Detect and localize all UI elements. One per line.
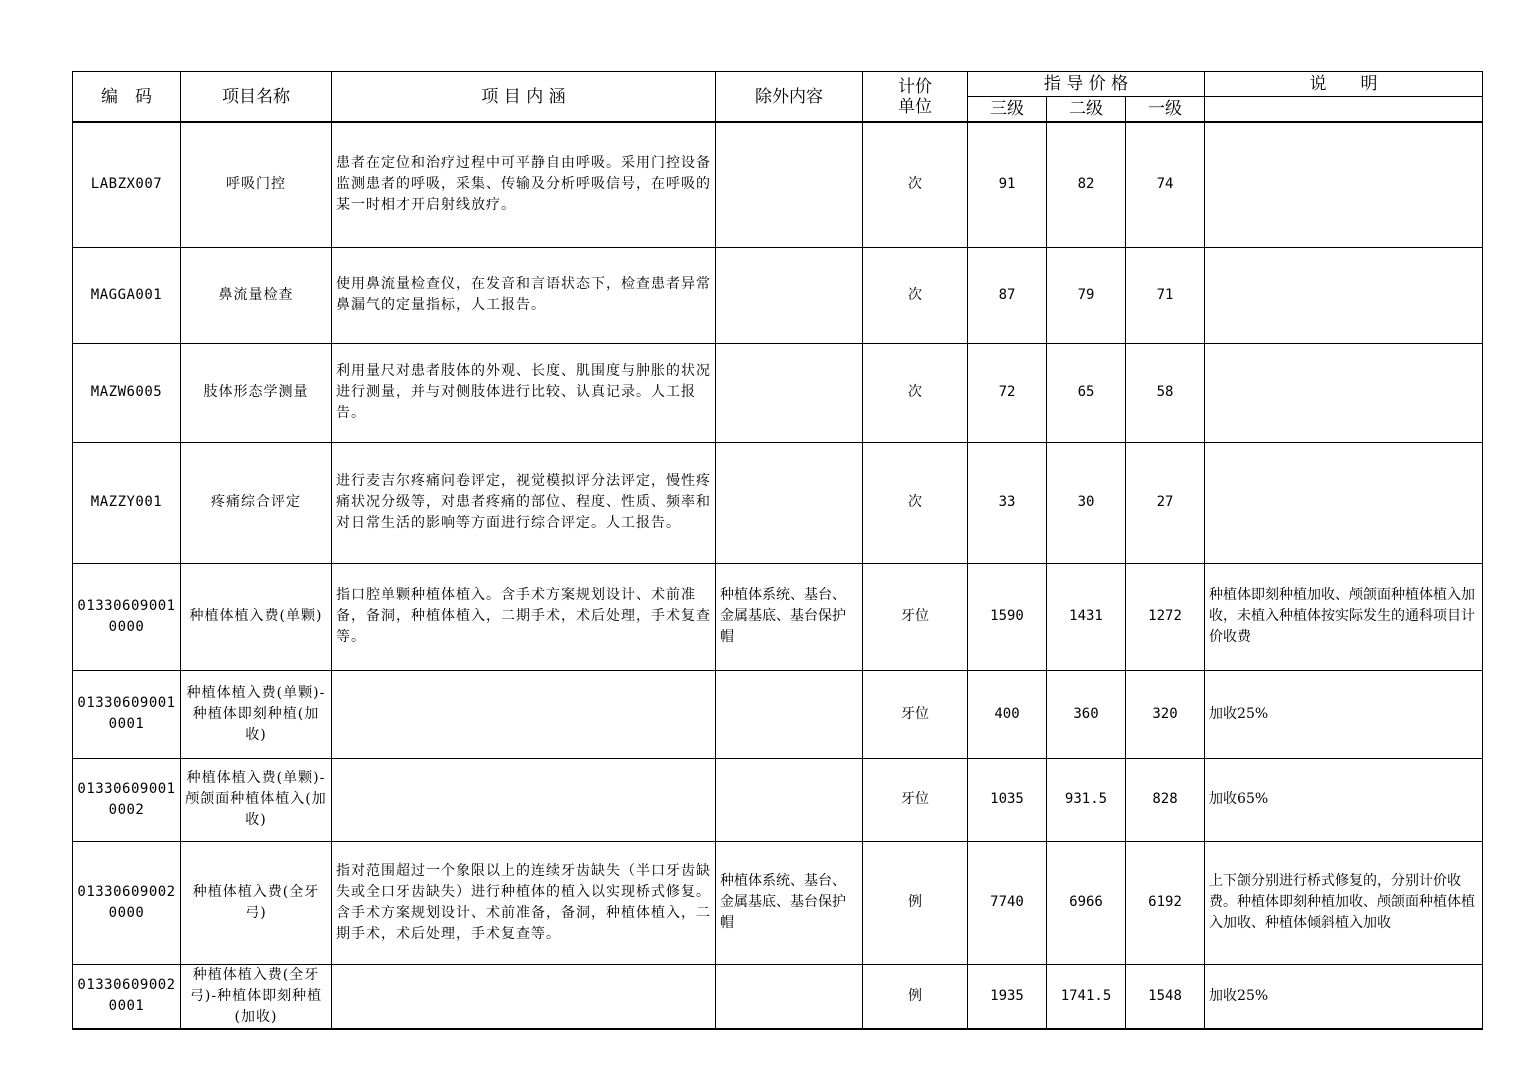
- cell-note: 加收65%: [1205, 758, 1483, 841]
- cell-price-level3: 72: [968, 343, 1047, 442]
- cell-name: 呼吸门控: [181, 122, 332, 247]
- cell-note: 加收25%: [1205, 964, 1483, 1029]
- cell-name: 种植体植入费(全牙弓)-种植体即刻种植(加收): [181, 964, 332, 1029]
- table-row: [73, 841, 1483, 964]
- header-content: 项 目 内 涵: [332, 72, 716, 123]
- cell-note: [1205, 442, 1483, 563]
- cell-note: 加收25%: [1205, 670, 1483, 758]
- cell-note: 种植体即刻种植加收、颅颌面种植体植入加收，未植入种植体按实际发生的通科项目计价收费: [1205, 563, 1483, 670]
- cell-code: LABZX007: [73, 122, 181, 247]
- cell-price-level2: 65: [1047, 343, 1126, 442]
- table-row: [73, 442, 1483, 563]
- cell-note: [1205, 343, 1483, 442]
- cell-price-level2: 79: [1047, 247, 1126, 343]
- cell-note: [1205, 122, 1483, 247]
- cell-code: MAZW6005: [73, 343, 181, 442]
- header-level1: 一级: [1126, 97, 1205, 123]
- cell-exclusion: [716, 442, 863, 563]
- cell-exclusion: [716, 343, 863, 442]
- cell-unit: 次: [863, 247, 968, 343]
- cell-price-level3: 1035: [968, 758, 1047, 841]
- cell-content: 指口腔单颗种植体植入。含手术方案规划设计、术前准备，备洞，种植体植入，二期手术，术后处理，手术复查等。: [332, 563, 716, 670]
- cell-price-level1: 58: [1126, 343, 1205, 442]
- cell-price-level1: 74: [1126, 122, 1205, 247]
- cell-content: 指对范围超过一个象限以上的连续牙齿缺失（半口牙齿缺失或全口牙齿缺失）进行种植体的植入以实现桥式修复。含手术方案规划设计、术前准备，备洞，种植体植入，二期手术，术后处理，手术复查等。: [332, 841, 716, 964]
- cell-price-level2: 1741.5: [1047, 964, 1126, 1029]
- header-note-sub: [1205, 97, 1483, 123]
- cell-price-level2: 931.5: [1047, 758, 1126, 841]
- cell-price-level3: 33: [968, 442, 1047, 563]
- cell-price-level3: 87: [968, 247, 1047, 343]
- cell-unit: 次: [863, 442, 968, 563]
- cell-price-level2: 82: [1047, 122, 1126, 247]
- cell-name: 种植体植入费(单颗)-颅颌面种植体植入(加收): [181, 758, 332, 841]
- cell-price-level3: 1935: [968, 964, 1047, 1029]
- cell-code: 013306090010002: [73, 758, 181, 841]
- cell-price-level1: 320: [1126, 670, 1205, 758]
- cell-price-level1: 1272: [1126, 563, 1205, 670]
- cell-price-level1: 71: [1126, 247, 1205, 343]
- cell-name: 种植体植入费(全牙弓): [181, 841, 332, 964]
- cell-price-level2: 360: [1047, 670, 1126, 758]
- cell-price-level2: 30: [1047, 442, 1126, 563]
- cell-name: 种植体植入费(单颗)-种植体即刻种植(加收): [181, 670, 332, 758]
- cell-exclusion: [716, 964, 863, 1029]
- cell-unit: 牙位: [863, 670, 968, 758]
- cell-price-level3: 7740: [968, 841, 1047, 964]
- cell-code: 013306090020000: [73, 841, 181, 964]
- cell-code: MAGGA001: [73, 247, 181, 343]
- table-row: [73, 670, 1483, 758]
- cell-content: [332, 964, 716, 1029]
- header-name: 项目名称: [181, 72, 332, 123]
- cell-code: 013306090010001: [73, 670, 181, 758]
- cell-unit: 例: [863, 964, 968, 1029]
- header-exclusion: 除外内容: [716, 72, 863, 123]
- table-row: [73, 343, 1483, 442]
- header-level2: 二级: [1047, 97, 1126, 123]
- header-unit: 计价 单位: [863, 72, 968, 123]
- cell-name: 肢体形态学测量: [181, 343, 332, 442]
- cell-exclusion: [716, 122, 863, 247]
- cell-price-level1: 27: [1126, 442, 1205, 563]
- table-row: [73, 758, 1483, 841]
- cell-content: [332, 758, 716, 841]
- header-code: 编 码: [73, 72, 181, 123]
- cell-name: 鼻流量检查: [181, 247, 332, 343]
- cell-price-level2: 6966: [1047, 841, 1126, 964]
- cell-note: 上下颌分别进行桥式修复的，分别计价收费。种植体即刻种植加收、颅颌面种植体植入加收、种植体倾斜植入加收: [1205, 841, 1483, 964]
- cell-name: 疼痛综合评定: [181, 442, 332, 563]
- cell-exclusion: [716, 758, 863, 841]
- table-row: [73, 563, 1483, 670]
- table-row: [73, 964, 1483, 1029]
- table-row: [73, 122, 1483, 247]
- cell-unit: 牙位: [863, 758, 968, 841]
- cell-exclusion: [716, 670, 863, 758]
- cell-price-level1: 828: [1126, 758, 1205, 841]
- header-level3: 三级: [968, 97, 1047, 123]
- cell-price-level3: 400: [968, 670, 1047, 758]
- cell-price-level1: 1548: [1126, 964, 1205, 1029]
- cell-exclusion: 种植体系统、基台、金属基底、基台保护帽: [716, 841, 863, 964]
- cell-price-level3: 91: [968, 122, 1047, 247]
- cell-exclusion: 种植体系统、基台、金属基底、基台保护帽: [716, 563, 863, 670]
- price-table: [72, 71, 1483, 1030]
- cell-content: [332, 670, 716, 758]
- cell-code: MAZZY001: [73, 442, 181, 563]
- cell-content: 进行麦吉尔疼痛问卷评定，视觉模拟评分法评定，慢性疼痛状况分级等，对患者疼痛的部位、程度、性质、频率和对日常生活的影响等方面进行综合评定。人工报告。: [332, 442, 716, 563]
- cell-unit: 次: [863, 343, 968, 442]
- cell-price-level1: 6192: [1126, 841, 1205, 964]
- cell-price-level3: 1590: [968, 563, 1047, 670]
- cell-unit: 次: [863, 122, 968, 247]
- cell-unit: 牙位: [863, 563, 968, 670]
- cell-note: [1205, 247, 1483, 343]
- cell-content: 利用量尺对患者肢体的外观、长度、肌围度与肿胀的状况进行测量，并与对侧肢体进行比较、认真记录。人工报告。: [332, 343, 716, 442]
- table-row: [73, 247, 1483, 343]
- header-guide-price: 指 导 价 格: [968, 72, 1205, 97]
- cell-code: 013306090020001: [73, 964, 181, 1029]
- cell-exclusion: [716, 247, 863, 343]
- cell-unit: 例: [863, 841, 968, 964]
- cell-code: 013306090010000: [73, 563, 181, 670]
- cell-content: 患者在定位和治疗过程中可平静自由呼吸。采用门控设备监测患者的呼吸，采集、传输及分析呼吸信号，在呼吸的某一时相才开启射线放疗。: [332, 122, 716, 247]
- cell-price-level2: 1431: [1047, 563, 1126, 670]
- cell-content: 使用鼻流量检查仪，在发音和言语状态下，检查患者异常鼻漏气的定量指标，人工报告。: [332, 247, 716, 343]
- header-note: 说 明: [1205, 72, 1483, 97]
- cell-name: 种植体植入费(单颗): [181, 563, 332, 670]
